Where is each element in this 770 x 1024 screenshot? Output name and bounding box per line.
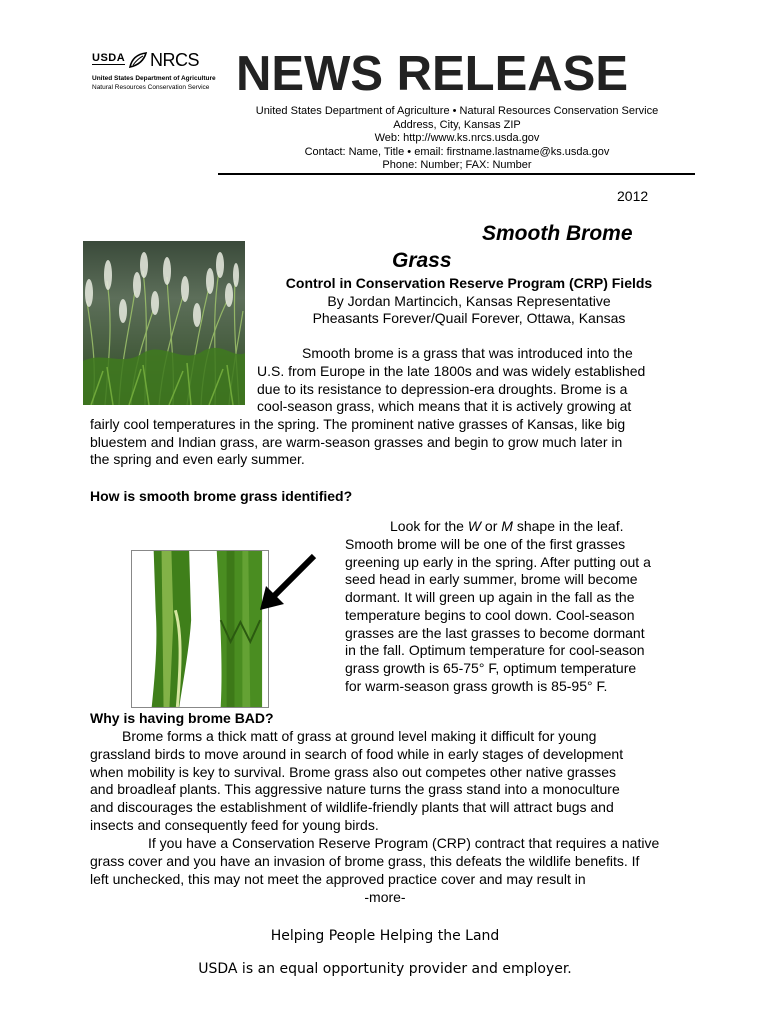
article-affiliation: Pheasants Forever/Quail Forever, Ottawa, Kansas (312, 310, 626, 327)
logo-agency-line: United States Department of Agriculture (92, 75, 216, 82)
identify-paragraph: Smooth brome will be one of the first grasses greening up early in the spring. After putting out a seed head in early summer, brome will become dormant. It will green up again in the fall as the temperature begins to cool down. Cool-season grasses are the last grasses to become dormant in the fall. Optimum temperature for cool-season grass growth is 65-75° F, optimum temperature for warm-season grass growth is 85-95° F. (345, 536, 651, 694)
nrcs-leaf-icon (128, 52, 148, 68)
contact-header (220, 105, 694, 173)
footer-motto: Helping People Helping the Land (270, 928, 500, 944)
heading-identify: How is smooth brome grass identified? (90, 488, 353, 504)
release-year: 2012 (617, 188, 649, 204)
article-title-line2: Grass (392, 249, 452, 272)
footer-equal-opportunity: USDA is an equal opportunity provider and employer. (198, 961, 572, 977)
intro-line-1: Smooth brome is a grass that was introduced into the (302, 345, 633, 361)
article-subtitle: Control in Conservation Reserve Program (CRP) Fields (285, 275, 653, 291)
web-line: Web: http://www.ks.nrcs.usda.gov (374, 132, 540, 145)
intro-lines-5-7: fairly cool temperatures in the spring. The prominent native grasses of Kansas, like big bluestem and Indian grass, are warm-season grasses and begin to grow much later in the spring and even early summer. (90, 416, 626, 468)
article-title-line1: Smooth Brome (482, 222, 633, 245)
brome-field-photo (83, 241, 245, 405)
crp-paragraph: grass cover and you have an invasion of brome grass, this defeats the wildlife benefits. If left unchecked, this may not meet the approved practice cover and may result in (90, 853, 640, 887)
phone-line: Phone: Number; FAX: Number (382, 159, 532, 172)
heading-bad: Why is having brome BAD? (90, 710, 274, 726)
usda-nrcs-logo (84, 50, 242, 98)
arrow-icon (258, 552, 318, 612)
nrcs-logo-text: NRCS (150, 50, 200, 70)
more-marker: -more- (364, 889, 406, 905)
article-subtitle-block (252, 275, 686, 328)
header-divider (218, 173, 695, 175)
article-byline: By Jordan Martincich, Kansas Representative (327, 292, 611, 309)
identify-first-line: Look for the W or M shape in the leaf. (390, 518, 624, 534)
contact-line: Contact: Name, Title • email: firstname.lastname@ks.usda.gov (304, 145, 610, 158)
news-release-title: NEWS RELEASE (236, 47, 629, 101)
bad-paragraph: grassland birds to move around in search of food while in early stages of development when mobility is key to survival. Brome grass also out competes other native grasses and broadleaf plants. This aggressive nature turns the grass stand into a monoculture and discourages the establishment of wildlife-friendly plants that will attract bugs and insects and consequently feed for young birds. (90, 746, 624, 833)
bad-first-line: Brome forms a thick matt of grass at ground level making it difficult for young (122, 728, 597, 744)
usda-logo-text: USDA (92, 52, 126, 64)
address-line: Address, City, Kansas ZIP (393, 118, 521, 131)
agency-line: United States Department of Agriculture • Natural Resources Conservation Service (255, 105, 659, 117)
intro-lines-2-4: U.S. from Europe in the late 1800s and was widely established due to its resistance to depression-era droughts. Brome is a cool-season grass, which means that it is actively growing at (257, 363, 646, 415)
crp-first-line: If you have a Conservation Reserve Program (CRP) contract that requires a native (148, 835, 660, 851)
logo-service-line: Natural Resources Conservation Service (92, 84, 210, 91)
brome-leaf-photo (131, 550, 269, 708)
